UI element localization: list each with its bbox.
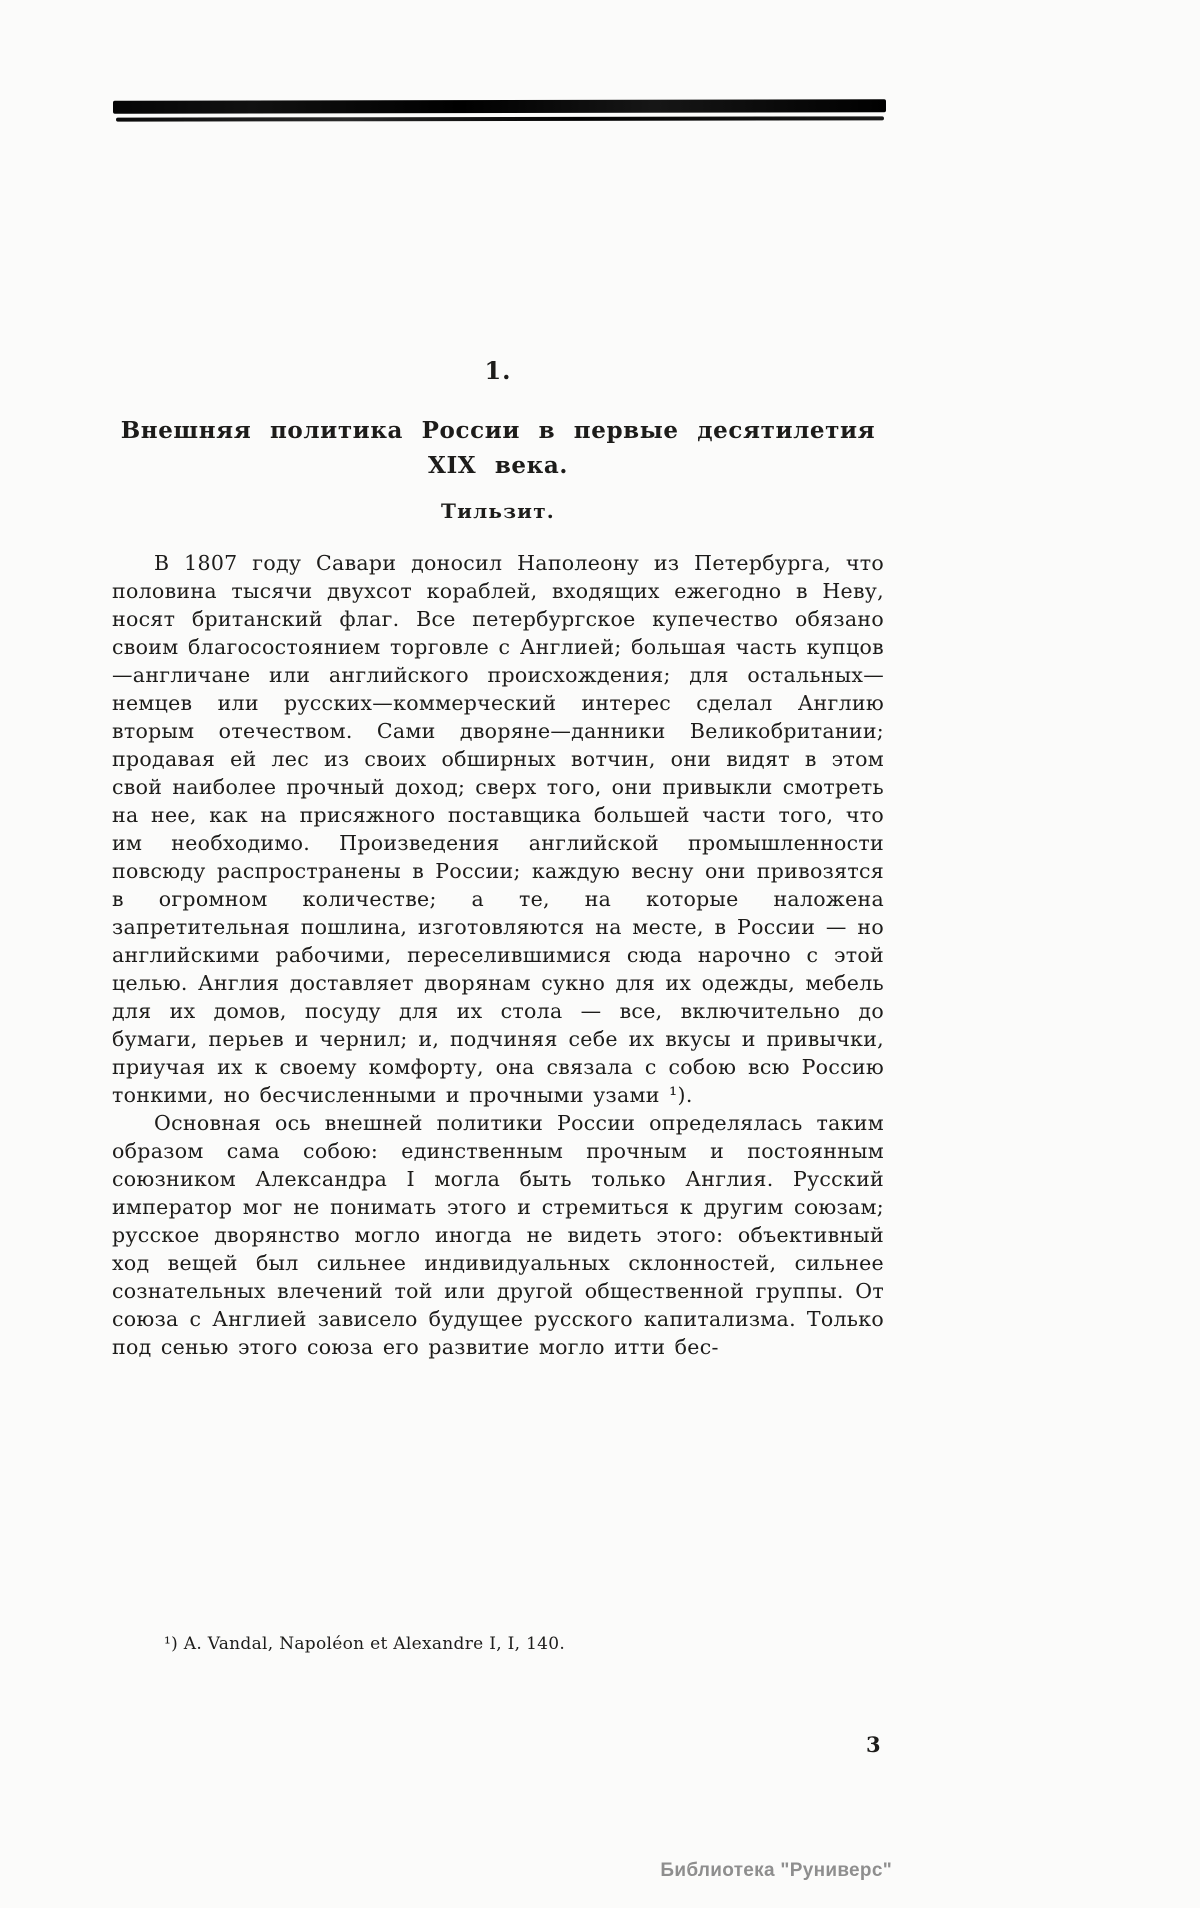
chapter-heading — [112, 413, 884, 483]
chapter-number: 1. — [484, 356, 512, 385]
chapter-heading-line-2: XIX века. — [428, 452, 568, 479]
scan-ink-bar-underline — [116, 116, 884, 121]
footnote: ¹) A. Vandal, Napoléon et Alexandre I, I, 140. — [164, 1634, 566, 1654]
section-subheading: Тильзит. — [441, 499, 555, 523]
page-number: 3 — [866, 1732, 881, 1757]
paragraph-2: Основная ось внешней политики России определялась таким образом сама собою: единственным прочным и постоянным союзником Александра I могла быть только Англия. Русский император мог не понимать этого и стремиться к другим союзам; русское дворянство могло иногда не видеть этого: объективный ход вещей был сильнее индивидуальных склонностей, сильнее сознательных влечений той или другой общественной группы. От союза с Англией зависело будущее русского капитализма. Только под сенью этого союза его развитие могло итти бес- — [112, 1111, 884, 1359]
body-text — [112, 549, 884, 1361]
scan-ink-bar — [113, 99, 886, 114]
paragraph-1: В 1807 году Савари доносил Наполеону из Петербурга, что половина тысячи двухсот кораблей, входящих ежегодно в Неву, носят британский флаг. Все петербургское купечество обязано своим благосостоянием торговле с Англией; большая часть купцов—англичане или английского происхождения; для остальных—немцев или русских—коммерческий интерес сделал Англию вторым отечеством. Сами дворяне—данники Великобритании; продавая ей лес из своих обширных вотчин, они видят в этом свой наиболее прочный доход; сверх того, они привыкли смотреть на нее, как на присяжного поставщика большей части того, что им необходимо. Произведения английской промышленности повсюду распространены в России; каждую весну они привозятся в огромном количестве; а те, на которые наложена запретительная пошлина, изготовляются на месте, в России — но английскими рабочими, переселившимися сюда нарочно с этой целью. Англия доставляет дворянам сукно для их одежды, мебель для их домов, посуду для их стола — все, включительно до бумаги, перьев и чернил; и, подчиняя себе их вкусы и привычки, приучая их к своему комфорту, она связала с собою всю Россию тонкими, но бесчисленными и прочными узами ¹). — [112, 551, 884, 1107]
page-content — [112, 356, 884, 1361]
chapter-heading-line-1: Внешняя политика России в первые десятилетия — [120, 417, 876, 444]
library-watermark: Библиотека "Руниверс" — [660, 1860, 892, 1881]
